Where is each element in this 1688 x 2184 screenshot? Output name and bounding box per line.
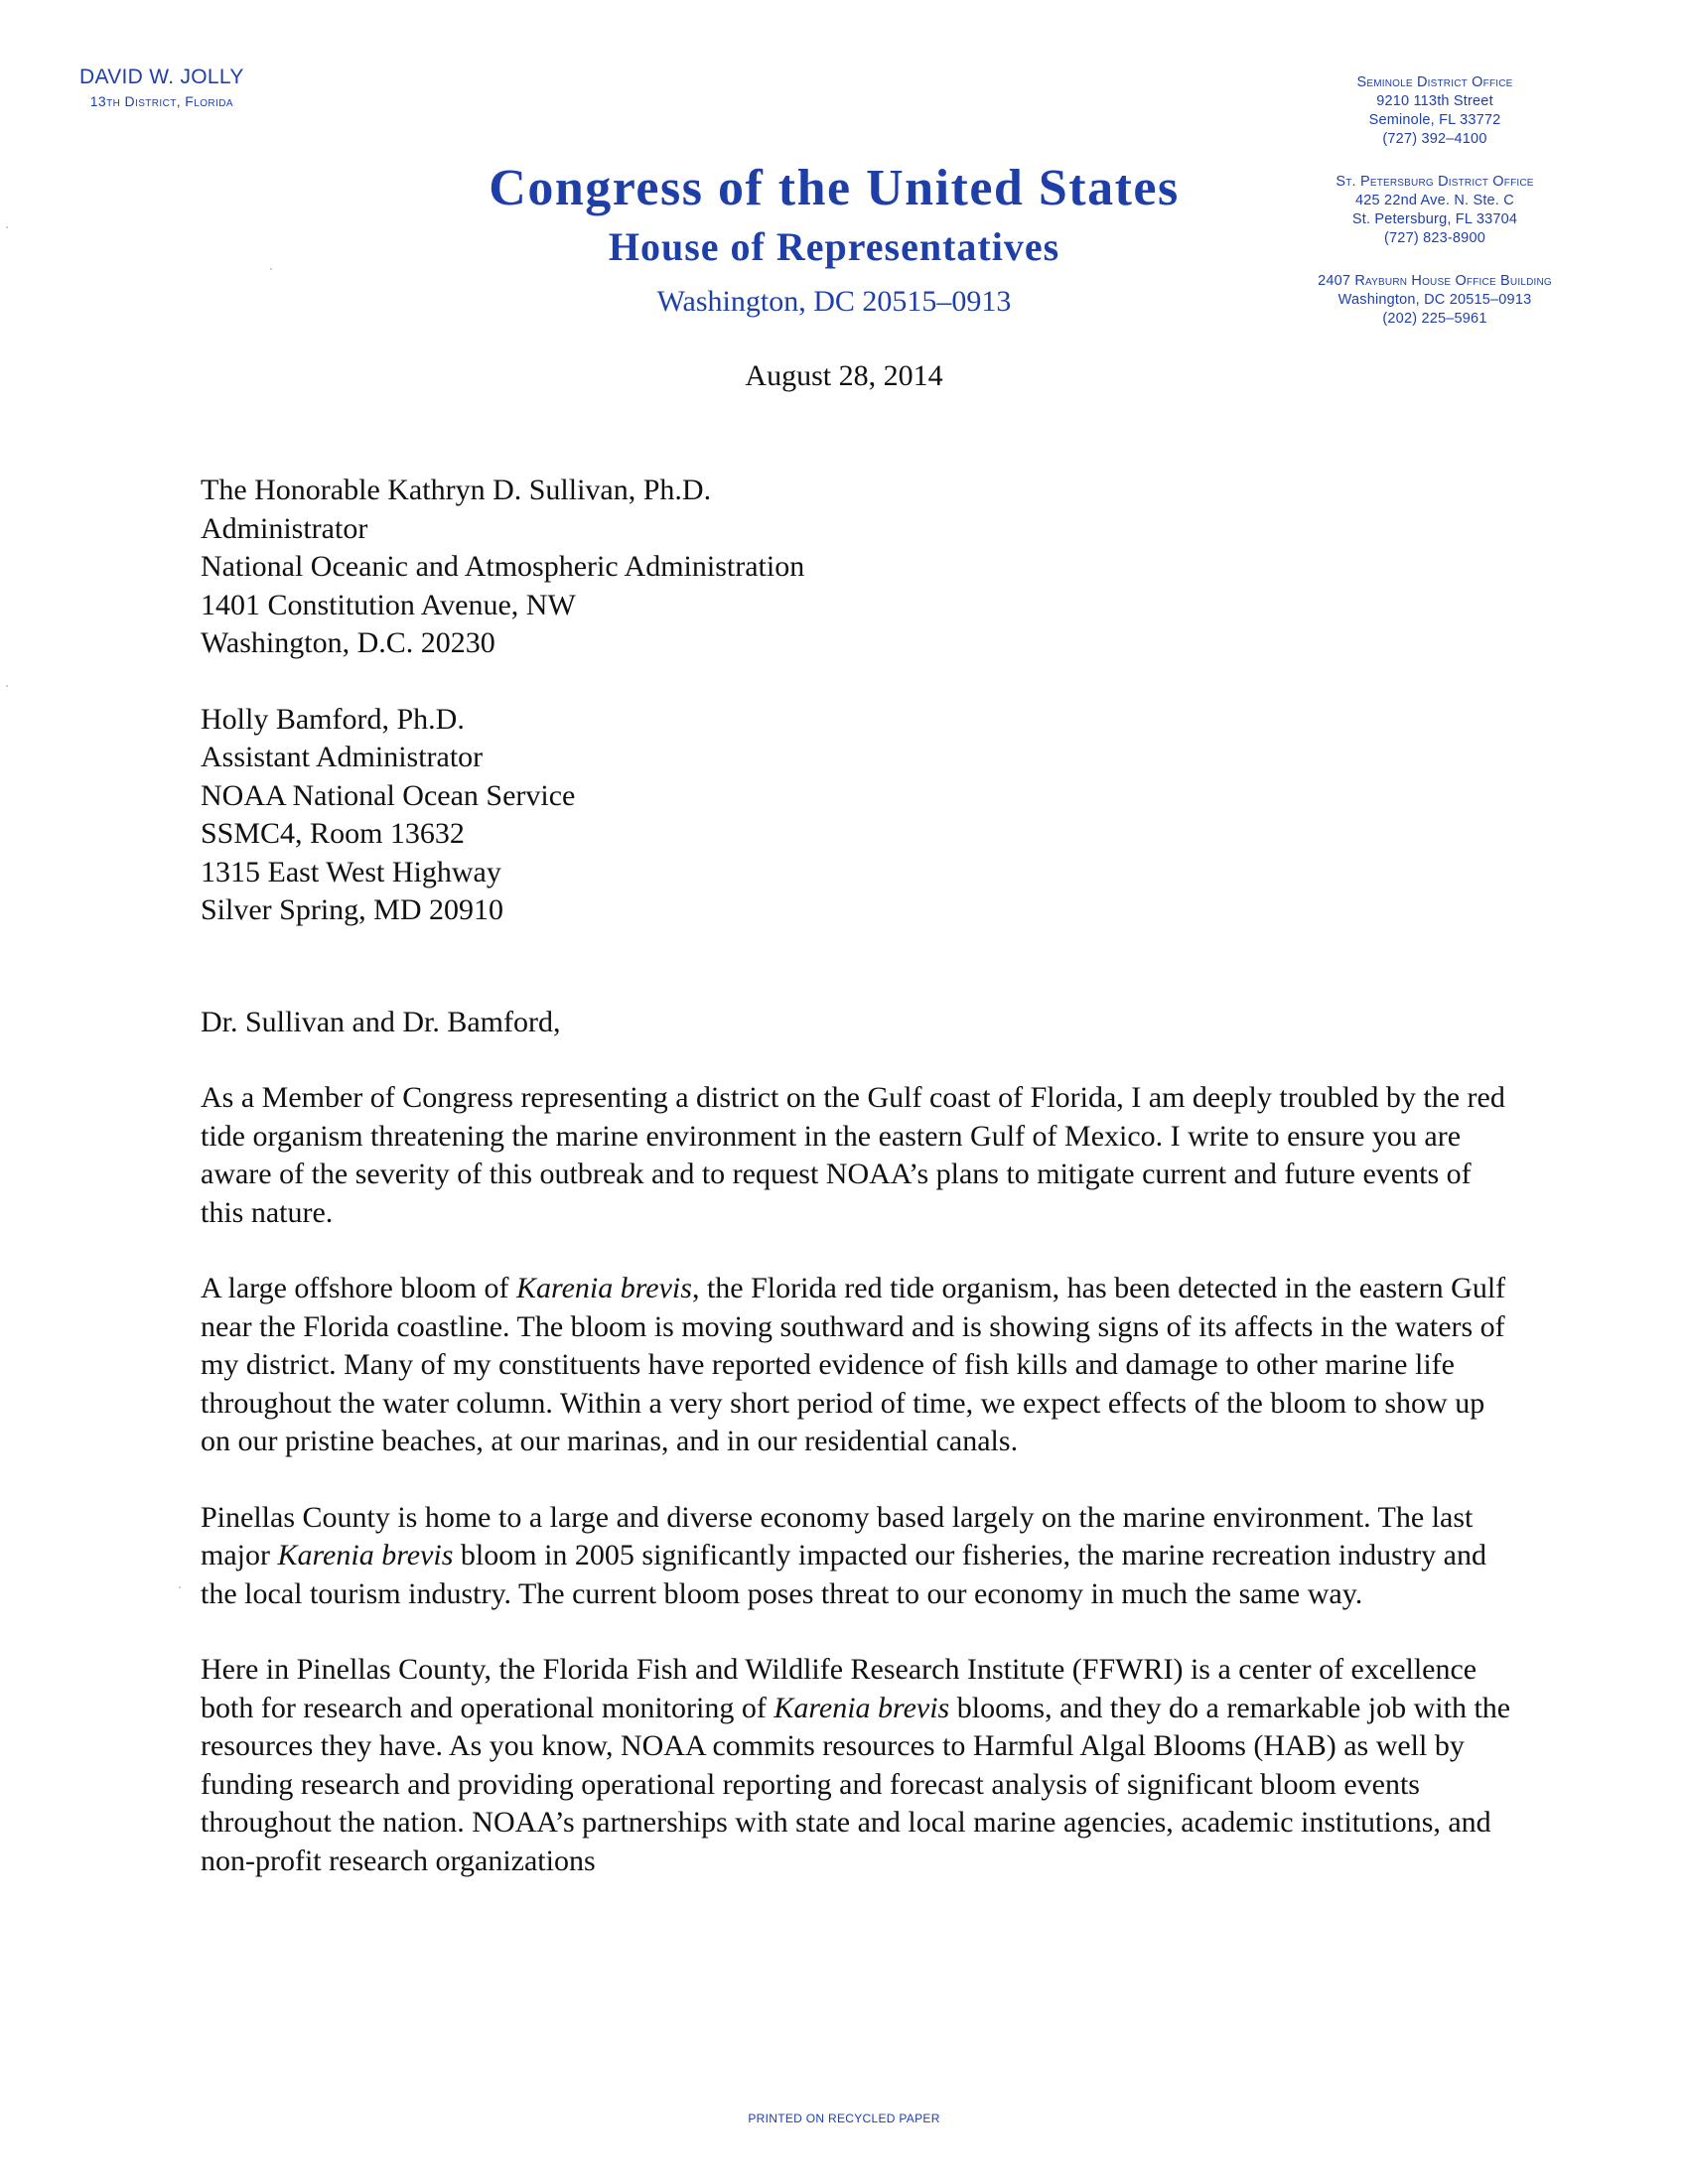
paragraph-2 [201,1270,1511,1461]
species-name: Karenia brevis [774,1691,950,1724]
office-line: St. Petersburg, FL 33704 [1351,211,1518,227]
paragraph-text: Here in Pinellas County, the Florida Fish and Wildlife Research Institute (FFWRI) is a center of excellence both for research and operational monitoring of [201,1653,1477,1724]
member-header [79,66,244,109]
address-line: 1401 Constitution Avenue, NW [201,588,576,621]
office-line: Washington, DC 20515–0913 [1337,292,1532,308]
district-offices [1281,73,1589,352]
office-st-petersburg [1281,173,1589,248]
address-line: Washington, D.C. 20230 [201,626,495,659]
address-line: Silver Spring, MD 20910 [201,893,504,926]
office-line: 425 22nd Ave. N. Ste. C [1355,193,1514,208]
species-name: Karenia brevis [516,1272,692,1304]
address-line: NOAA National Ocean Service [201,778,576,812]
office-washington [1281,272,1589,329]
paragraph-text: Pinellas County is home to a large and diverse economy based largely on the marine environment. The last major [201,1500,1474,1571]
office-line: 9210 113th Street [1376,93,1493,109]
address-line: 1315 East West Highway [201,855,501,888]
paragraph-text: As a Member of Congress representing a district on the Gulf coast of Florida, I am deeply troubled by the red tide organism threatening the marine environment in the eastern Gulf of Mexico. I write to ensure you are aware of the severity of this outbreak and to request NOAA’s plans to mitigate current and future events of this nature. [201,1081,1505,1229]
letterhead-city: Washington, DC 20515–0913 [656,285,1012,318]
address-line: The Honorable Kathryn D. Sullivan, Ph.D. [201,474,712,506]
address-line: Assistant Administrator [201,741,484,773]
paragraph-3 [201,1499,1511,1614]
paragraph-4 [201,1651,1511,1880]
scan-speck [6,685,8,687]
office-line: (202) 225–5961 [1382,311,1487,327]
recycled-paper-footer: PRINTED ON RECYCLED PAPER [748,2112,940,2125]
office-title: Seminole District Office [1356,74,1513,90]
office-line: (727) 823-8900 [1384,230,1485,246]
paragraph-1 [201,1079,1511,1232]
species-name: Karenia brevis [277,1539,454,1571]
office-title: 2407 Rayburn House Office Building [1318,273,1552,289]
paragraph-text: A large offshore bloom of [201,1272,517,1304]
paragraph-text: , the Florida red tide organism, has been detected in the eastern Gulf near the Florida coastline. The bloom is moving southward and is showing signs of its affects in the waters of my district. Many of my constituents have reported evidence of fish kills and damage to other marine life throughout the water column. Within a very short period of time, we expect effects of the bloom to show up on our pristine beaches, at our marinas, and in our residential canals. [201,1272,1506,1457]
office-line: (727) 392–4100 [1382,131,1487,147]
member-name: DAVID W. JOLLY [79,66,244,88]
recipient-address-1 [201,472,1511,663]
office-seminole [1281,73,1589,149]
paragraph-text: bloom in 2005 significantly impacted our fisheries, the marine recreation industry and the local tourism industry. The current bloom poses threat to our economy in much the same way. [201,1539,1486,1610]
address-line: Administrator [201,511,368,545]
letter-date: August 28, 2014 [745,359,943,392]
address-line: SSMC4, Room 13632 [201,817,465,850]
letterhead [407,159,1261,324]
scan-speck [179,1586,181,1588]
letterhead-congress: Congress of the United States [489,160,1180,216]
address-line: Holly Bamford, Ph.D. [201,702,465,736]
scan-speck [270,268,272,270]
member-district: 13th District, Florida [89,93,233,109]
scan-speck [6,226,8,228]
recipient-address-2 [201,701,1511,930]
address-line: National Oceanic and Atmospheric Administration [201,550,805,583]
salutation: Dr. Sullivan and Dr. Bamford, [201,1005,561,1038]
office-line: Seminole, FL 33772 [1368,112,1501,128]
office-title: St. Petersburg District Office [1336,174,1534,190]
letter-body [201,472,1511,1880]
letterhead-house: House of Representatives [608,224,1060,269]
paragraph-text: blooms, and they do a remarkable job with the resources they have. As you know, NOAA commits resources to Harmful Algal Blooms (HAB) as well by funding research and providing operational reporting and forecast analysis of significant bloom events throughout the nation. NOAA’s partnerships with state and local marine agencies, academic institutions, and non-profit research organizations [201,1691,1511,1877]
